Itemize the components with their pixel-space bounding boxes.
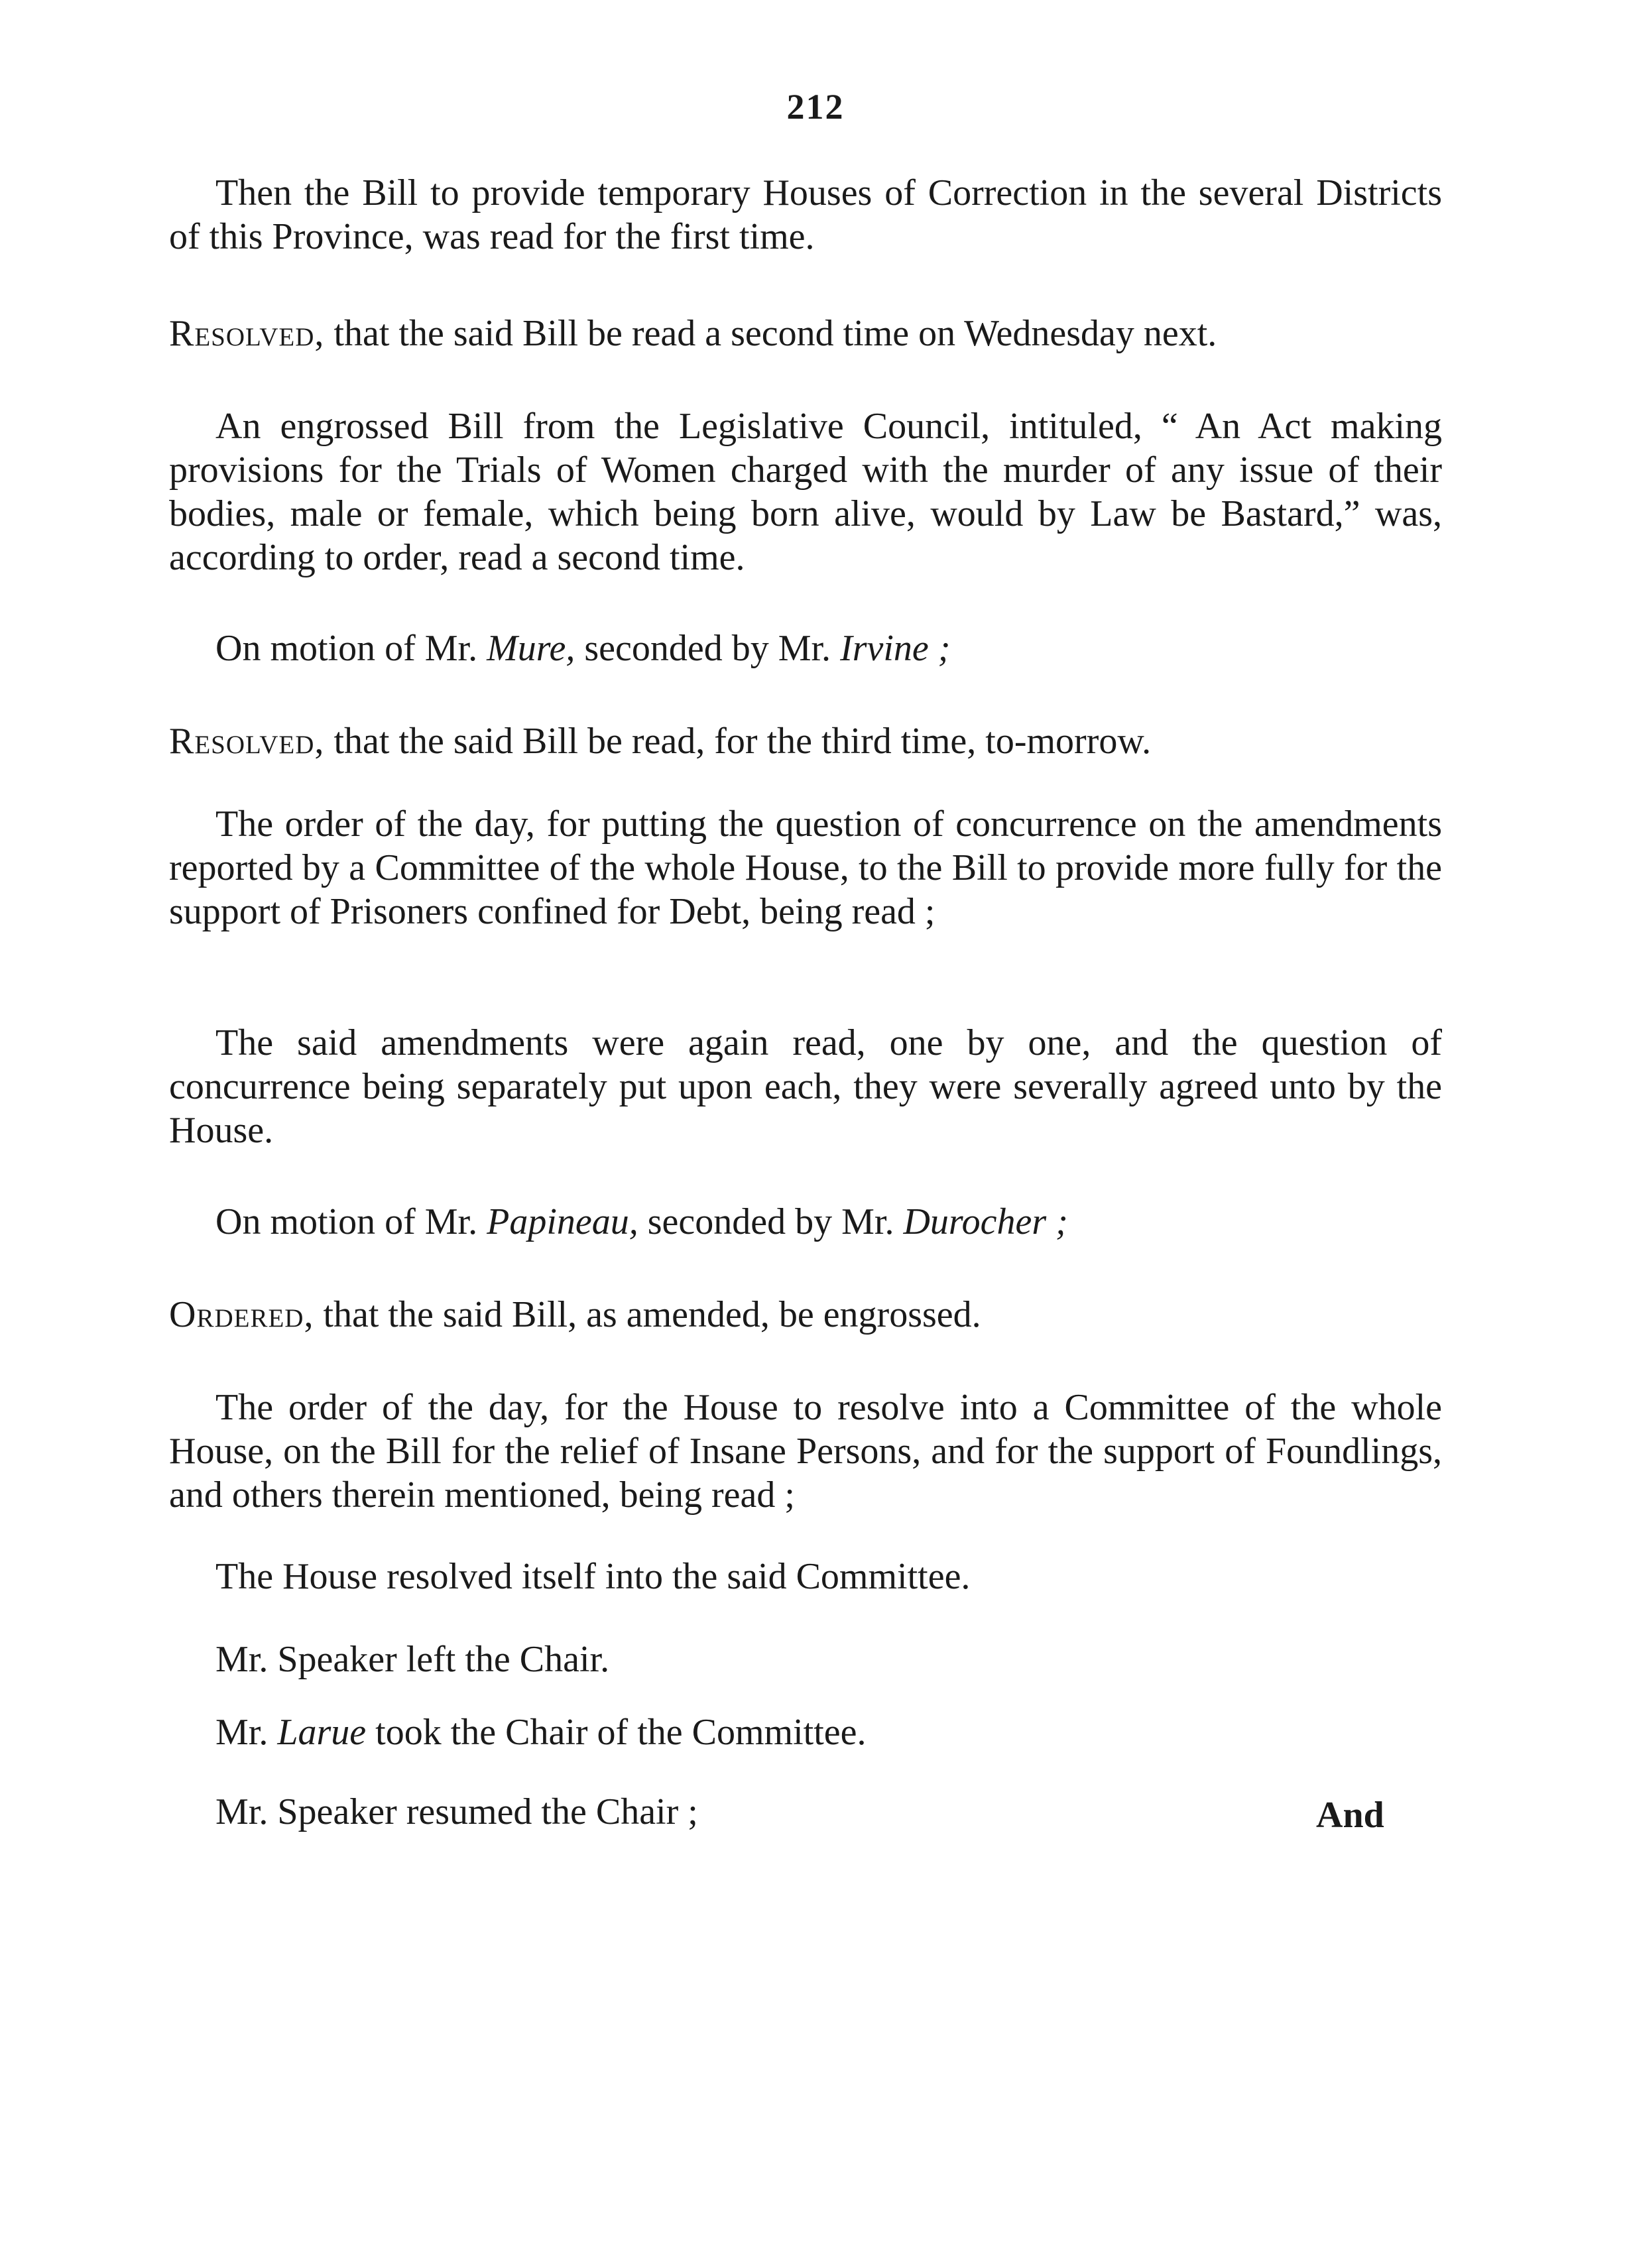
page-number: 212 <box>786 87 845 127</box>
paragraph-resolved-third-reading <box>169 719 1442 763</box>
paragraph-motion-papineau <box>215 1200 1442 1244</box>
paragraph-first-reading: Then the Bill to provide temporary Houses of Correction in the several Districts of this Province, was read for the first time. <box>169 172 1442 257</box>
paragraph-engrossed-bill: An engrossed Bill from the Legislative Council, intituled, “ An Act making provisions for the Trials of Women charged with the murder of any issue of their bodies, male or female, which being born alive, would by Law be Bastard,” was, according to order, read a second time. <box>169 406 1442 578</box>
member-name: Larue <box>277 1712 367 1753</box>
ordered-label: Ordered, <box>169 1294 314 1335</box>
resolved-text: that the said Bill be read a second time on Wednesday next. <box>324 313 1217 354</box>
paragraph-house-committee: The House resolved itself into the said Committee. <box>215 1556 971 1597</box>
motion-prefix: On motion of Mr. <box>215 628 487 669</box>
ordered-text: that the said Bill, as amended, be engrossed. <box>314 1294 981 1335</box>
paragraph-speaker-resumed: Mr. Speaker resumed the Chair ; <box>215 1791 698 1832</box>
paragraph-speaker-left: Mr. Speaker left the Chair. <box>215 1639 610 1680</box>
member-name: Papineau, <box>487 1201 638 1242</box>
seconded-text: seconded by Mr. <box>638 1201 904 1242</box>
member-name: Durocher ; <box>903 1201 1068 1242</box>
paragraph-motion-mure <box>215 627 1442 670</box>
catchword: And <box>1316 1795 1384 1836</box>
seconded-text: seconded by Mr. <box>575 628 841 669</box>
mr-prefix: Mr. <box>215 1712 278 1753</box>
paragraph-order-insane-persons: The order of the day, for the House to resolve into a Committee of the whole House, on the Bill for the relief of Insane Persons, and for the support of Foundlings, and others therein mentioned, being read ; <box>169 1387 1442 1516</box>
paragraph-amendments-agreed: The said amendments were again read, one by one, and the question of concurrence being separately put upon each, they were severally agreed unto by the House. <box>169 1022 1442 1151</box>
paragraph-ordered-engrossed <box>169 1293 1442 1337</box>
motion-prefix: On motion of Mr. <box>215 1201 487 1242</box>
chair-text: took the Chair of the Committee. <box>366 1712 867 1753</box>
resolved-text: that the said Bill be read, for the third time, to-morrow. <box>324 721 1152 762</box>
resolved-label: Resolved, <box>169 313 325 354</box>
paragraph-order-concurrence: The order of the day, for putting the question of concurrence on the amendments reported by a Committee of the whole House, to the Bill to provide more fully for the support of Prisoners confined for Debt, being read ; <box>169 804 1442 932</box>
paragraph-resolved-second-reading <box>169 312 1442 355</box>
resolved-label: Resolved, <box>169 721 325 762</box>
member-name: Mure, <box>487 628 575 669</box>
paragraph-larue-chair <box>215 1710 1442 1754</box>
member-name: Irvine ; <box>840 628 951 669</box>
